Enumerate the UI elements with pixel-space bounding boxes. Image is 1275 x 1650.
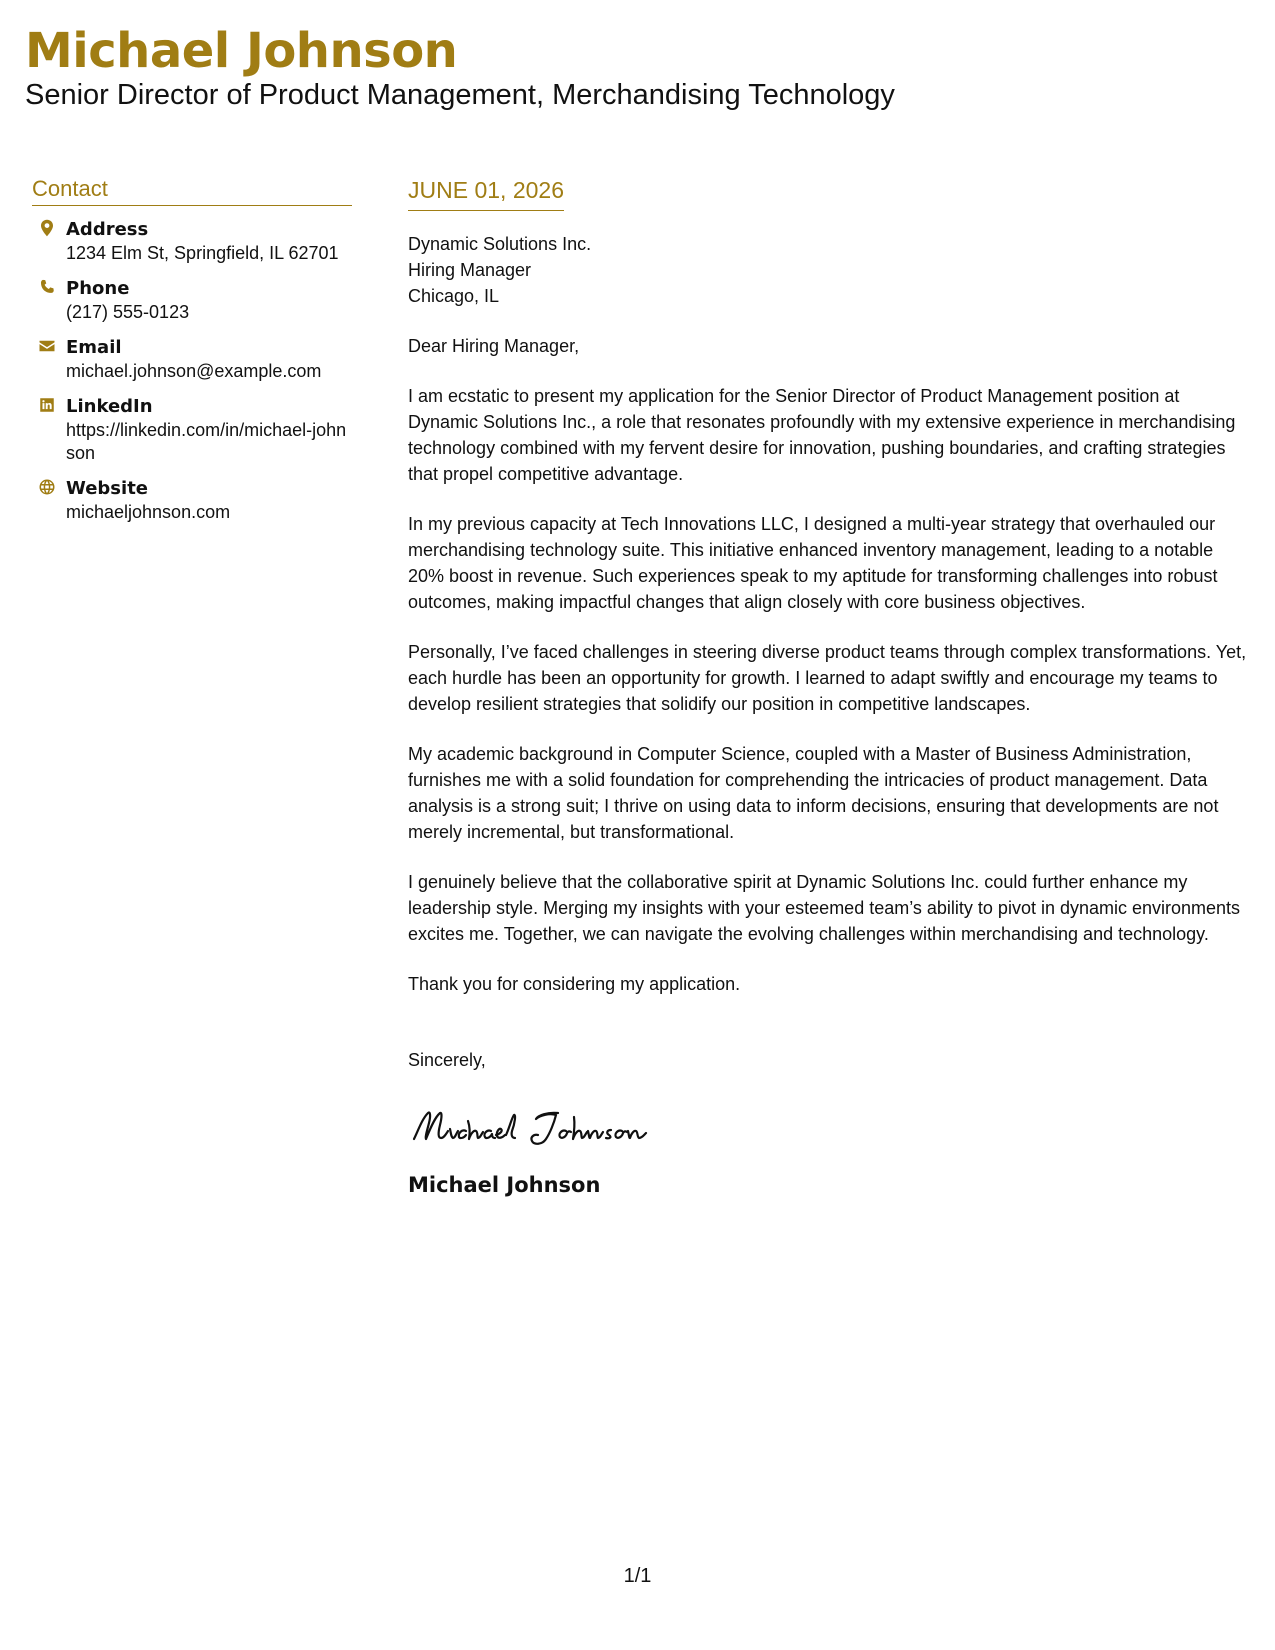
recipient-block xyxy=(408,231,1248,309)
paragraph: In my previous capacity at Tech Innovations LLC, I designed a multi-year strategy that overhauled our merchandising technology suite. This initiative enhanced inventory management, leading to a notable 20% boost in revenue. Such experiences speak to my aptitude for transforming challenges into robust outcomes, making impactful changes that align closely with core business objectives. xyxy=(408,514,1218,612)
contact-item-linkedin xyxy=(32,395,352,465)
contact-item-email xyxy=(32,336,352,383)
linkedin-icon xyxy=(28,395,66,414)
page-number: 1/1 xyxy=(623,1565,652,1587)
phone-label: Phone xyxy=(66,278,130,299)
phone-value: (217) 555-0123 xyxy=(66,302,190,322)
address-label: Address xyxy=(66,219,149,240)
website-label: Website xyxy=(66,478,149,499)
contact-item-website xyxy=(32,477,352,524)
map-pin-icon xyxy=(28,218,66,237)
letter-body xyxy=(408,176,1248,1199)
greeting: Dear Hiring Manager, xyxy=(408,336,580,356)
globe-icon xyxy=(28,477,66,496)
email-icon xyxy=(28,336,66,355)
recipient-company: Dynamic Solutions Inc. xyxy=(408,234,592,254)
paragraph: Thank you for considering my application. xyxy=(408,974,741,994)
email-label: Email xyxy=(66,337,122,358)
recipient-location: Chicago, IL xyxy=(408,286,500,306)
header xyxy=(25,22,895,112)
letter-date: JUNE 01, 2026 xyxy=(408,176,564,211)
contact-sidebar xyxy=(32,175,352,536)
contact-heading: Contact xyxy=(32,175,352,206)
applicant-title: Senior Director of Product Management, Merchandising Technology xyxy=(25,79,895,111)
contact-item-address xyxy=(32,218,352,265)
signer-name: Michael Johnson xyxy=(408,1173,601,1197)
paragraph: My academic background in Computer Science, coupled with a Master of Business Administration, furnishes me with a solid foundation for comprehending the intricacies of product management. Data analysis is a strong suit; I thrive on using data to inform decisions, ensuring that developments are not merely incremental, but transformational. xyxy=(408,744,1219,842)
applicant-name: Michael Johnson xyxy=(25,23,458,79)
linkedin-label: LinkedIn xyxy=(66,396,153,417)
signature-drawing xyxy=(408,1101,668,1151)
phone-icon xyxy=(28,277,66,296)
recipient-role: Hiring Manager xyxy=(408,260,532,280)
linkedin-value[interactable]: https://linkedin.com/in/michael-johnson xyxy=(66,420,347,463)
paragraph: I am ecstatic to present my application for the Senior Director of Product Management position at Dynamic Solutions Inc., a role that resonates profoundly with my extensive experience in merchandising technology combined with my fervent desire for innovation, pushing boundaries, and crafting strategies that propel competitive advantage. xyxy=(408,386,1236,484)
paragraph: Personally, I’ve faced challenges in steering diverse product teams through complex transformations. Yet, each hurdle has been an opportunity for growth. I learned to adapt swiftly and encourage my teams to develop resilient strategies that solidify our position in competitive landscapes. xyxy=(408,642,1247,714)
email-value[interactable]: michael.johnson@example.com xyxy=(66,361,322,381)
contact-item-phone xyxy=(32,277,352,324)
closing: Sincerely, xyxy=(408,1050,486,1070)
website-value[interactable]: michaeljohnson.com xyxy=(66,502,231,522)
address-value: 1234 Elm St, Springfield, IL 62701 xyxy=(66,243,339,263)
paragraph: I genuinely believe that the collaborative spirit at Dynamic Solutions Inc. could further enhance my leadership style. Merging my insights with your esteemed team’s ability to pivot in dynamic environments excites me. Together, we can navigate the evolving challenges within merchandising and technology. xyxy=(408,872,1241,944)
handwritten-signature xyxy=(408,1101,1248,1151)
